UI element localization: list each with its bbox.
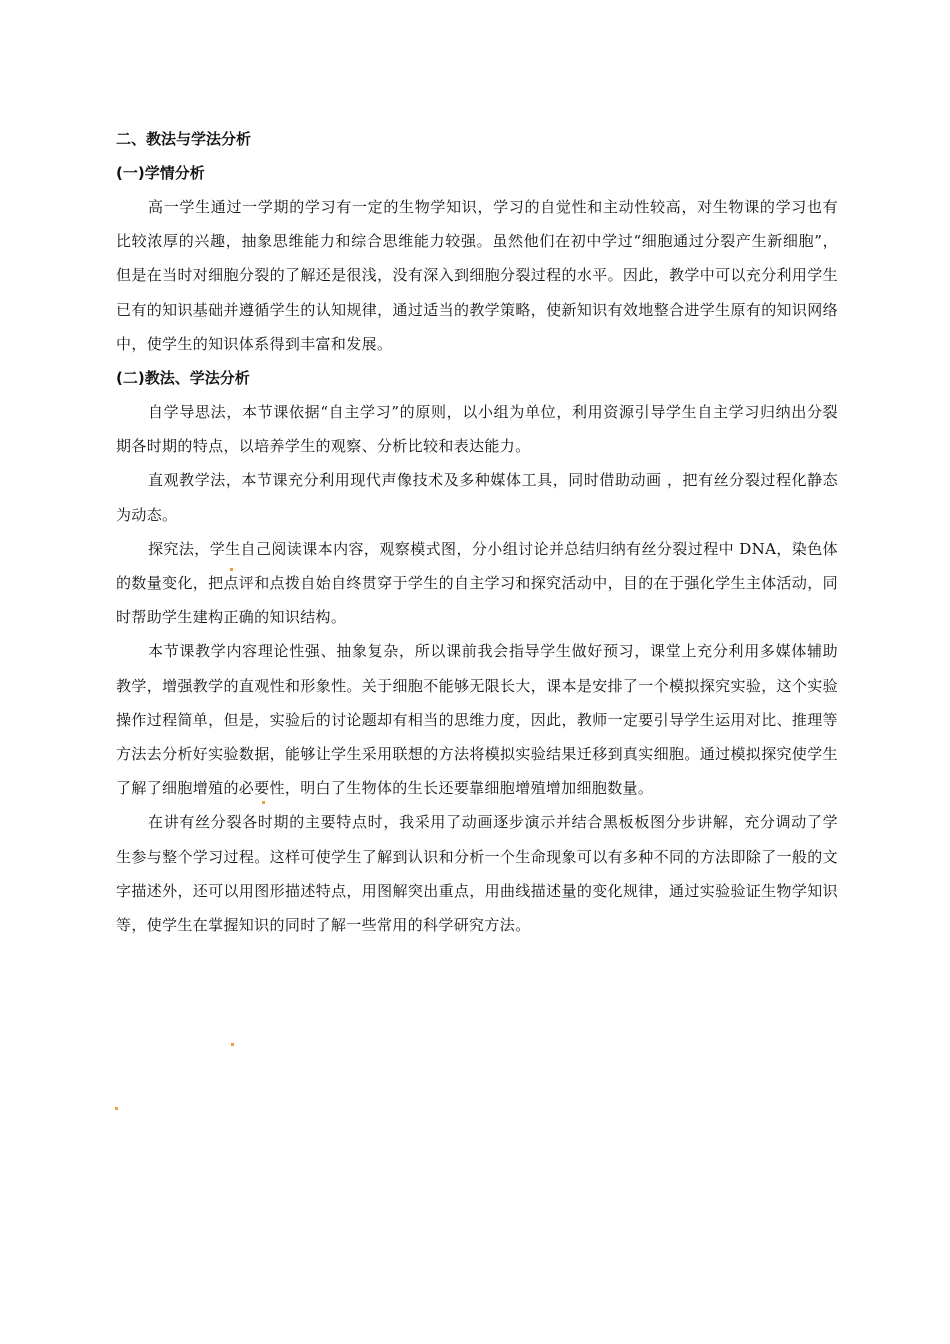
paragraph-inquiry-method: 探究法，学生自己阅读课本内容，观察模式图，分小组讨论并总结归纳有丝分裂过程中 DNA，染色体的数量变化，把点评和点拨自始自终贯穿于学生的自主学习和探究活动中，目的在于强化学生主体活动，同时帮助学生建构正确的知识结构。 xyxy=(116,539,838,627)
paragraph-lesson-content: 本节课教学内容理论性强、抽象复杂，所以课前我会指导学生做好预习，课堂上充分利用多媒体辅助教学，增强教学的直观性和形象性。关于细胞不能够无限长大，课本是安排了一个模拟探究实验，这个实验操作过程简单，但是，实验后的讨论题却有相当的思维力度，因此，教师一定要引导学生运用对比、推理等方法去分析好实验数据，能够让学生采用联想的方法将模拟实验结果迁移到真实细胞。通过模拟探究使学生了解了细胞增殖的必要性，明白了生物体的生长还要靠细胞增殖增加细胞数量。 xyxy=(116,642,838,798)
subsection-title-method-analysis: (二)教法、学法分析 xyxy=(116,369,250,388)
edit-mark xyxy=(115,1107,118,1110)
paragraph-self-study-method: 自学导思法，本节课依据“自主学习”的原则，以小组为单位，利用资源引导学生自主学习归纳出分裂期各时期的特点，以培养学生的观察、分析比较和表达能力。 xyxy=(116,403,838,456)
document-body xyxy=(116,122,838,942)
section-title: 二、教法与学法分析 xyxy=(116,130,252,148)
edit-mark xyxy=(230,568,233,571)
paragraph-mitosis-teaching: 在讲有丝分裂各时期的主要特点时，我采用了动画逐步演示并结合黑板板图分步讲解，充分调动了学生参与整个学习过程。这样可使学生了解到认识和分析一个生命现象可以有多种不同的方法即除了一般的文字描述外，还可以用图形描述特点，用图解突出重点，用曲线描述量的变化规律，通过实验验证生物学知识等，使学生在掌握知识的同时了解一些常用的科学研究方法。 xyxy=(116,813,838,935)
edit-mark xyxy=(231,1043,234,1046)
edit-mark xyxy=(262,801,265,804)
paragraph-visual-teaching-method: 直观教学法，本节课充分利用现代声像技术及多种媒体工具，同时借助动画 ，把有丝分裂过程化静态为动态。 xyxy=(116,471,838,524)
paragraph-student-analysis: 高一学生通过一学期的学习有一定的生物学知识，学习的自觉性和主动性较高，对生物课的学习也有比较浓厚的兴趣，抽象思维能力和综合思维能力较强。虽然他们在初中学过“细胞通过分裂产生新细胞”，但是在当时对细胞分裂的了解还是很浅，没有深入到细胞分裂过程的水平。因此，教学中可以充分利用学生已有的知识基础并遵循学生的认知规律，通过适当的教学策略，使新知识有效地整合进学生原有的知识网络中，使学生的知识体系得到丰富和发展。 xyxy=(116,198,838,353)
subsection-title-student-analysis: (一)学情分析 xyxy=(116,164,205,182)
